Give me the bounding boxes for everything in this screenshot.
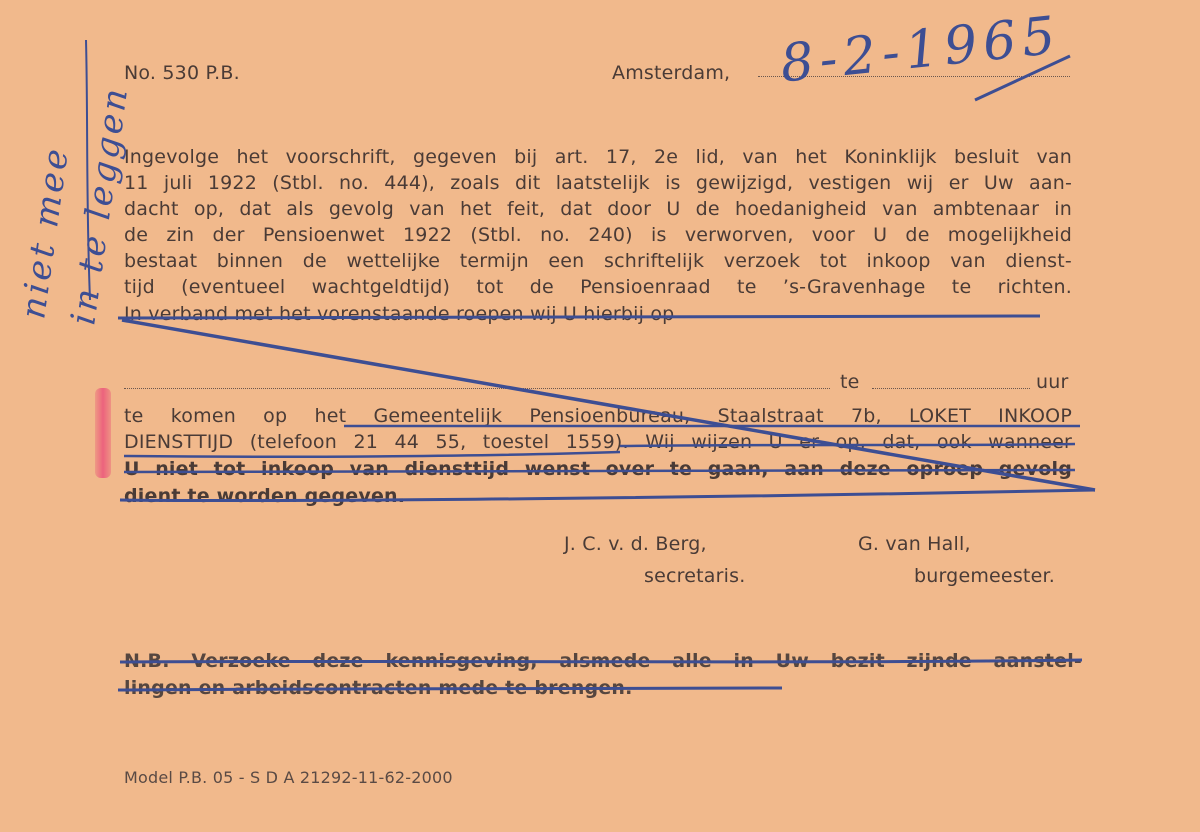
margin-handwritten-note-line1: niet mee	[13, 143, 78, 322]
secretary-title: secretaris.	[644, 565, 746, 587]
place-label: Amsterdam,	[612, 62, 731, 84]
reference-number: No. 530 P.B.	[124, 62, 240, 84]
secretary-name: J. C. v. d. Berg,	[564, 533, 707, 555]
te-label: te	[840, 371, 860, 393]
mayor-title: burgemeester.	[914, 565, 1055, 587]
body-line-4: de zin der Pensioenwet 1922 (Stbl. no. 240) is verworven, voor U de mogelijkheid	[124, 224, 1072, 246]
handwritten-date: 8-2-1965	[777, 5, 1065, 95]
body-line-11: dient te worden gegeven.	[124, 485, 406, 507]
body-line-8: te komen op het Gemeentelijk Pensioenbureau, Staalstraat 7b, LOKET INKOOP	[124, 405, 1072, 427]
model-footer: Model P.B. 05 - S D A 21292-11-62-2000	[124, 768, 453, 787]
red-marker-stroke	[95, 388, 111, 478]
margin-handwritten-note-line2: in te leggen	[63, 83, 137, 328]
body-line-6: tijd (eventueel wachtgeldtijd) tot de Pensioenraad te ’s-Gravenhage te richten.	[124, 276, 1072, 298]
uur-label: uur	[1036, 371, 1069, 393]
body-line-10: U niet tot inkoop van diensttijd wenst over te gaan, aan deze oproep gevolg	[124, 458, 1072, 480]
appointment-time-dotted-line	[872, 388, 1030, 389]
body-line-3: dacht op, dat als gevolg van het feit, dat door U de hoedanigheid van ambtenaar in	[124, 198, 1072, 220]
appointment-date-dotted-line	[124, 388, 830, 389]
nb-note-line-1: N.B. Verzoeke deze kennisgeving, alsmede alle in Uw bezit zijnde aanstel-	[124, 650, 1082, 672]
body-line-5: bestaat binnen de wettelijke termijn een schriftelijk verzoek tot inkoop van dienst-	[124, 250, 1072, 272]
body-line-9: DIENSTTIJD (telefoon 21 44 55, toestel 1559). Wij wijzen U er op, dat, ook wanneer	[124, 431, 1072, 453]
nb-note-line-2: lingen en arbeidscontracten mede te brengen.	[124, 677, 633, 699]
body-line-1: Ingevolge het voorschrift, gegeven bij art. 17, 2e lid, van het Koninklijk besluit van	[124, 146, 1072, 168]
body-line-2: 11 juli 1922 (Stbl. no. 444), zoals dit laatstelijk is gewijzigd, vestigen wij er Uw aan-	[124, 172, 1072, 194]
body-line-7: In verband met het vorenstaande roepen wij U hierbij op	[124, 303, 675, 325]
mayor-name: G. van Hall,	[858, 533, 971, 555]
